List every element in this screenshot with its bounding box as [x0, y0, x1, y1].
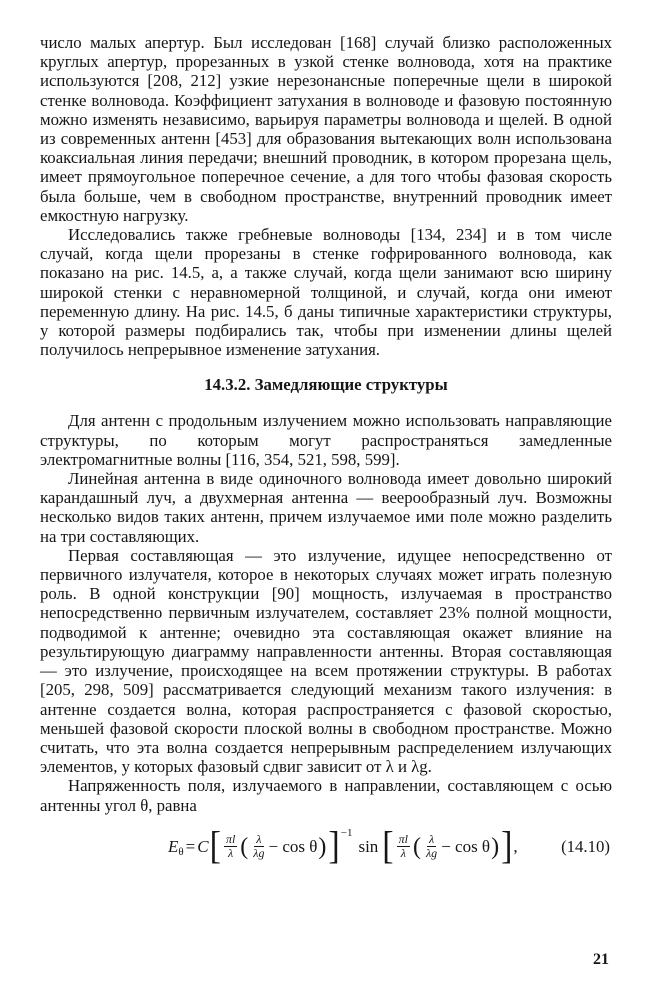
formula-coefficient: C	[197, 836, 209, 856]
equation-14-10	[40, 823, 612, 871]
paragraph-3: Для антенн с продольным излучением можно использовать направляющие структуры, по которым могут распространяться замедленные электромагнитные волны [116, 354, 521, 598, 599].	[40, 411, 612, 469]
formula-minus-cos-2: − cos θ	[441, 836, 491, 856]
equation-number: (14.10)	[561, 836, 610, 856]
fraction-pi-l-over-lambda-2: $\frac{\pi l}{\lambda}$	[398, 832, 408, 861]
formula-sin: sin	[358, 836, 379, 856]
paragraph-4: Линейная антенна в виде одиночного волновода имеет довольно широкий карандашный луч, а двухмерная антенна — веерообразный луч. Возможны несколько видов таких антенн, причем излучаемое ими поле можно разделить на три составляющих.	[40, 469, 612, 546]
fraction-pi-l-over-lambda: $\frac{\pi l}{\lambda}$	[225, 832, 236, 861]
paragraph-2: Исследовались также гребневые волноводы [134, 234] и в том числе случай, когда щели прорезаны в стенке гофрированного волновода, как показано на рис. 14.5, а, а также случай, когда щели занимают всю ширину широкой стенки с неравномерной толщиной, и случай, когда они имеют переменную длину. На рис. 14.5, б даны типичные характеристики структуры, у которой размеры подбирались так, чтобы при изменении длины щелей получилось непрерывное изменение затухания.	[40, 225, 612, 360]
formula-lhs: E	[168, 836, 179, 856]
paragraph-5: Первая составляющая — это излучение, идущее непосредственно от первичного излучателя, которое в некоторых случаях может играть полезную роль. В одной конструкции [90] мощность, излучаемая в пространство непосредственно первичным излучателем, составляет 23% полной мощности, подводимой к антенне; очевидно эта составляющая окажет влияние на результирующую диаграмму направленности антенны. Вторая составляющая — это излучение, происходящее на всем протяжении структуры. В работах [205, 298, 509] рассматривается следующий механизм такого излучения: в антенне создается волна, которая распространяется с фазовой скоростью, меньшей фазовой скорости плоской волны в свободном пространстве. Можно считать, что эта волна создается непрерывным распределением излучающих элементов, у которых фазовый сдвиг зависит от λ и λg.	[40, 545, 612, 777]
formula-exponent: −1	[340, 826, 353, 839]
formula-lhs-subscript: θ	[178, 845, 184, 858]
section-title: 14.3.2. Замедляющие структуры	[204, 375, 448, 395]
page-content	[40, 33, 612, 983]
page-number: 21	[593, 951, 609, 968]
paragraph-1: число малых апертур. Был исследован [168] случай близко расположенных круглых апертур, прорезанных в узкой стенке волновода, хотя на практике используются [208, 212] узкие нерезонансные поперечные щели в широкой стенке волновода. Коэффициент затухания в волноводе и фазовую постоянную можно изменять независимо, варьируя параметры волновода и щелей. В одной из современных антенн [453] для образования вытекающих волн использована коаксиальная линия передачи; внешний проводник, в котором прорезана щель, имеет прямоугольное поперечное сечение, а для того чтобы фазовая скорость была больше, чем в свободном пространстве, внутренний проводник имеет емкостную нагрузку.	[40, 33, 612, 225]
formula-minus-cos: − cos θ	[268, 836, 318, 856]
formula: E θ = C [ $\frac{\pi l}{\lambda}$ ( $\frac{\lambda}{\lambda g}$ − cos θ ) ] −1 sin [ $\frac{\pi l}{\lambda}$ ( $\frac{\lambda}{\lambda g}$ − cos θ ) ] ,	[168, 827, 518, 867]
formula-trailing-comma: ,	[513, 836, 518, 856]
paragraph-6: Напряженность поля, излучаемого в направлении, составляющем с осью антенны угол θ, равна	[40, 776, 612, 815]
fraction-lambda-over-lambda-g: $\frac{\lambda}{\lambda g}$	[253, 832, 265, 861]
fraction-lambda-over-lambda-g-2: $\frac{\lambda}{\lambda g}$	[425, 832, 438, 861]
formula-equals: =	[185, 836, 196, 856]
